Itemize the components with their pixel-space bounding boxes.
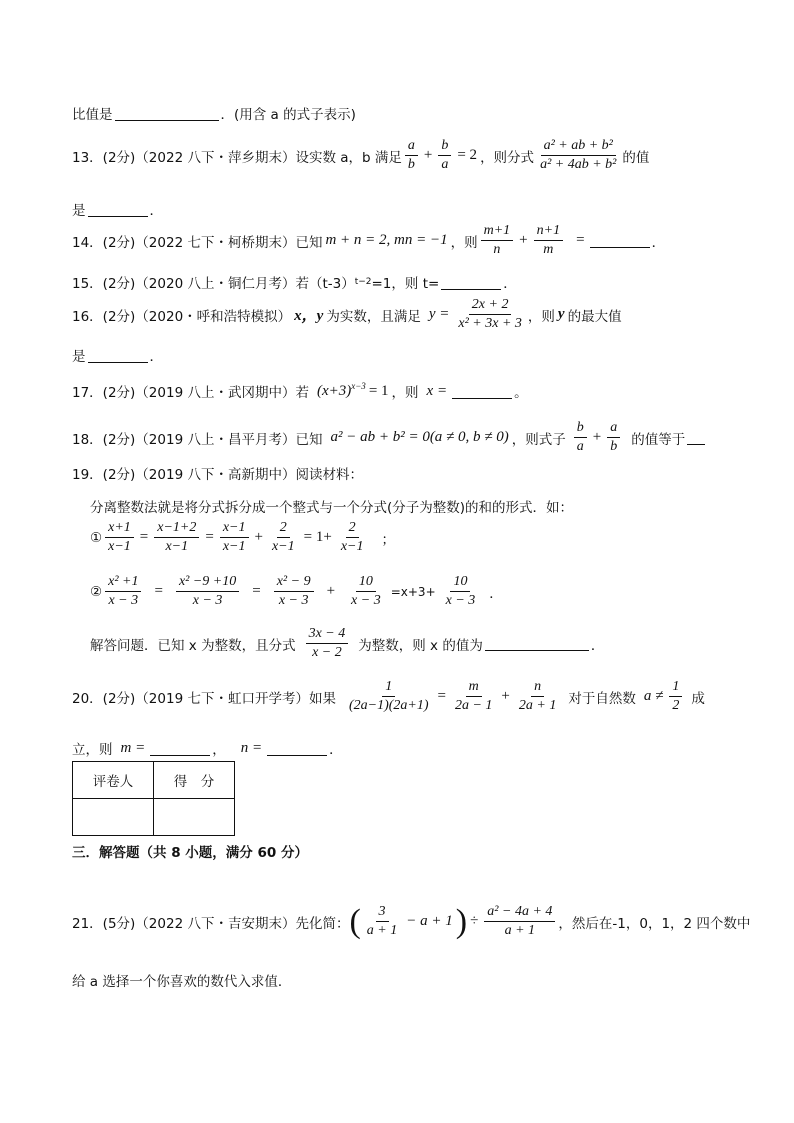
q12-tail-line [72,103,356,123]
plus-sign: + [592,429,602,446]
question-18 [72,420,707,455]
fraction [154,520,199,555]
question-15 [72,272,517,292]
fraction [274,574,314,609]
frac-num: n [531,679,544,697]
q19-example-1 [90,520,395,555]
left-paren: ( [349,902,361,940]
q19-question-fraction [306,626,349,661]
q21-div: ÷ [470,913,479,930]
q14-end: ． [651,234,666,251]
q20-mid: 对于自然数 [568,690,636,707]
q17-end: 。 [514,385,528,401]
equals-sign: = [154,583,163,600]
q17-base: (x+3) [316,382,352,399]
q12-tail-text: 比值是 [72,107,113,123]
q14-eq: = [576,232,585,249]
q14-prefix: 14．(2分)（2022 七下・柯桥期末）已知 [72,234,323,251]
q16-lhs: y = [428,306,450,323]
q16-var-y: y [557,306,565,323]
q20-line2: 立，则 [72,742,113,758]
q16-vars: x，y [294,308,324,325]
frac-num: 3x − 4 [306,626,349,644]
question-21-line2 [72,970,291,990]
frac-num: a [405,138,418,156]
q21-suffix: ，然后在-1，0，1，2 四个数中 [558,915,751,932]
q21-line2: 给 a 选择一个你喜欢的数代入求值． [72,974,292,990]
q12-tail-note: ．(用含 a 的式子表示) [220,107,356,123]
q21-inner: − a + 1 [406,913,453,930]
frac-den: x−1 [165,539,189,555]
q15-mid: =1，则 t= [371,276,440,292]
frac-num: m [466,679,482,697]
answer-blank [267,741,327,756]
score-header: 得 分 [154,762,235,799]
q21-frac-1 [364,904,400,939]
plus-sign: + [326,583,336,600]
equals-sign: = [139,529,149,546]
fraction [176,574,239,609]
q16-fraction [455,297,525,332]
frac-num: b [574,420,587,438]
frac-num: x+1 [105,520,134,538]
q19-question-suffix: 为整数，则 x 的值为 [358,637,483,654]
frac-num: b [438,138,451,156]
q19-end: ． [590,637,605,654]
q18-mid: ，则式子 [511,431,566,448]
score-cell[interactable] [154,799,235,836]
frac-den: x − 3 [445,593,476,609]
q13-eq: = 2 [457,147,478,164]
frac-num: 10 [356,574,376,592]
frac-num: n+1 [534,223,563,241]
fraction [443,574,479,609]
frac-den: a² + 4ab + b² [540,157,617,173]
q13-main-fraction [537,138,619,173]
answer-blank [88,348,148,363]
q20-sep: ， [212,742,226,758]
score-table-header [73,762,235,799]
q19-intro: 分离整数法就是将分式拆分成一个整式与一个分式(分子为整数)的和的形式．如： [90,500,574,516]
q15-end: ． [503,276,517,292]
q14-frac-1 [481,223,514,258]
q19-ex1-end: ； [381,531,395,548]
frac-num: 2 [346,520,359,538]
plus-sign: + [519,232,528,249]
q20-prefix: 20．(2分)（2019 七下・虹口开学考）如果 [72,690,336,707]
question-20-line2 [72,738,343,758]
frac-num: x² − 9 [274,574,314,592]
q15-exponent: t−2 [354,277,372,287]
q19-example-2 [90,574,503,609]
frac-num: a [607,420,620,438]
answer-blank [687,430,705,445]
fraction [348,574,384,609]
frac-den: x² + 3x + 3 [458,316,522,332]
q18-frac-1 [574,420,587,455]
q14-mid: ，则 [450,234,478,251]
question-17 [72,381,528,401]
frac-den: 2 [672,698,680,714]
frac-num: a² − 4a + 4 [484,904,555,922]
section-3-heading [72,841,308,861]
frac-num: 1 [669,679,682,697]
frac-num: a² + ab + b² [541,138,616,156]
equals-sign: = [205,529,214,546]
question-21 [72,904,750,939]
q19-ex2-label: ② [90,583,103,600]
equals-sign: = [437,688,446,705]
q16-suffix1: ，则 [527,308,555,325]
frac-den: x−1 [222,539,246,555]
q18-prefix: 18．(2分)（2019 八上・昌平月考）已知 [72,431,323,448]
q14-condition: m + n = 2, mn = −1 [325,232,448,249]
frac-num: 3 [376,904,389,922]
answer-blank [88,202,148,217]
q13-suffix: 的值 [622,149,650,166]
frac-num: x−1+2 [154,520,199,538]
frac-num: 2x + 2 [469,297,512,315]
answer-blank [150,741,210,756]
q18-suffix: 的值等于 [631,431,686,448]
q20-m-label: m = [120,739,146,756]
q19-ex1-label: ① [90,529,103,546]
q14-frac-2 [534,223,563,258]
question-13-line2 [72,199,163,219]
q15-text: 15．(2分)（2020 八上・铜仁月考）若（t-3） [72,276,355,292]
grader-header: 评卷人 [73,762,154,799]
answer-blank [485,636,589,651]
right-paren: ) [455,902,468,940]
frac-num: 10 [450,574,470,592]
q16-end: ． [149,349,163,365]
question-19-title [72,463,363,483]
answer-blank [115,106,219,121]
q13-frac-a-over-b [405,138,418,173]
frac-num: 2 [277,520,290,538]
fraction [105,574,141,609]
q19-question [90,626,604,661]
q17-var: x = [426,382,448,399]
q18-condition: a² − ab + b² = 0(a ≠ 0, b ≠ 0) [330,429,509,446]
fraction [269,520,298,555]
fraction [220,520,249,555]
question-16-line2 [72,345,163,365]
q20-frac-1 [346,679,432,714]
plus-sign: + [423,147,433,164]
grader-cell[interactable] [73,799,154,836]
frac-num: x−1 [220,520,249,538]
q16-prefix: 16．(2分)（2020・呼和浩特模拟） [72,308,292,325]
question-16 [72,297,622,332]
q20-n-label: n = [240,739,263,756]
question-19-intro [90,496,573,516]
q19-ex2-mid: =x+3+ [390,584,436,599]
frac-den: m [543,242,554,258]
frac-den: x−1 [340,539,364,555]
frac-den: x−1 [271,539,295,555]
q16-line2: 是 [72,349,86,365]
frac-den: x − 3 [108,593,139,609]
q19-ex1-mid: = 1+ [303,529,332,546]
question-14 [72,223,665,258]
q20-end: ． [329,742,343,758]
q16-suffix2: 的最大值 [567,308,622,325]
frac-den: x−1 [108,539,131,555]
q13-mid: ，则分式 [480,149,535,166]
question-13 [72,138,649,173]
frac-den: b [610,439,618,455]
frac-num: x² −9 +10 [176,574,239,592]
q21-frac-2 [484,904,555,939]
q20-half [669,679,682,714]
score-table [72,761,235,836]
plus-sign: + [254,529,263,546]
q19-ex2-end: ． [489,585,503,602]
section-3-title: 三．解答题（共 8 小题，满分 60 分） [72,845,308,861]
frac-den: x − 3 [192,593,223,609]
q16-mid: 为实数，且满足 [326,308,421,325]
q13-prefix: 13．(2分)（2022 八下・萍乡期末）设实数 a，b 满足 [72,149,402,166]
frac-den: 2a + 1 [518,698,557,714]
frac-den: b [407,157,415,173]
answer-blank [452,384,512,399]
plus-sign: + [501,688,510,705]
frac-num: m+1 [481,223,514,241]
frac-num: 1 [382,679,395,697]
q19-title: 19．(2分)（2019 八下・高新期中）阅读材料： [72,467,363,483]
q17-mid: ，则 [391,385,419,401]
q13-end: ． [149,203,163,219]
frac-den: a + 1 [504,923,536,939]
frac-den: x − 2 [312,645,342,661]
fraction [338,520,367,555]
q20-frac-3 [516,679,559,714]
fraction [105,520,134,555]
q20-suffix: 成 [691,690,705,707]
frac-den: n [493,242,501,258]
q18-frac-2 [607,420,620,455]
frac-den: a [576,439,584,455]
question-20 [72,679,705,714]
q13-line2: 是 [72,203,86,219]
q17-prefix: 17．(2分)（2019 八上・武冈期中）若 [72,385,309,401]
q13-frac-b-over-a [438,138,451,173]
q17-eq: = 1 [368,382,389,399]
frac-den: a + 1 [366,923,398,939]
frac-den: 2a − 1 [454,698,493,714]
answer-blank [441,275,501,290]
q19-question-text: 解答问题．已知 x 为整数，且分式 [90,637,296,654]
answer-blank [590,233,650,248]
q20-frac-2 [452,679,495,714]
equals-sign: = [252,583,261,600]
frac-num: x² +1 [105,574,141,592]
frac-den: a [441,157,449,173]
q20-cond: a ≠ [643,688,664,705]
frac-den: (2a−1)(2a+1) [348,698,429,714]
frac-den: x − 3 [351,593,381,609]
score-table-row [73,799,235,836]
q21-prefix: 21．(5分)（2022 八下・吉安期末）先化简： [72,915,350,932]
frac-den: x − 3 [278,593,309,609]
q17-exponent: x−3 [351,381,366,391]
